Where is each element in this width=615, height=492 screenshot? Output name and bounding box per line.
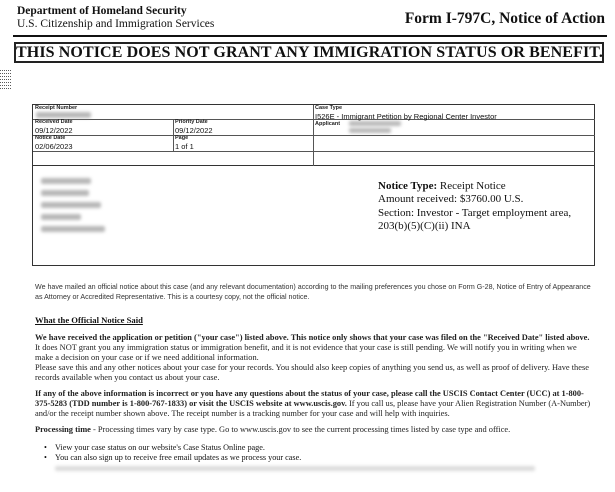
priority-date-cell xyxy=(173,119,313,135)
case-info-grid xyxy=(32,104,595,166)
redacted-address-line xyxy=(41,214,81,220)
save-records-paragraph: Please save this and any other notices about your case for your records. You should also keep copies of anything you send us, as well as proof of delivery. Have these records available when you contact us about your case. xyxy=(35,363,589,382)
receipt-paragraph-bold: We have received the application or petition ("your case") listed above. This notice only shows that your case was filed on the "Received Date" listed above. xyxy=(35,333,590,342)
receipt-paragraph xyxy=(35,333,591,363)
page-label: Page xyxy=(175,135,189,141)
processing-time-label: Processing time xyxy=(35,425,91,434)
list-item: • View your case status on our website's Case Status Online page. xyxy=(55,443,265,453)
notice-date-cell xyxy=(33,135,173,151)
notice-date-label: Notice Date xyxy=(35,135,66,141)
redacted-applicant-name xyxy=(349,128,391,133)
section-line-1: Section: Investor - Target employment area, xyxy=(378,206,572,219)
receipt-paragraph-rest: It does NOT grant you any immigration status or immigration benefit, and it is not evidence that your case is still pending. We will notify you in writing when we make a decision on your case or if we need additional information. xyxy=(35,343,577,362)
notice-type-label: Notice Type: xyxy=(378,180,438,192)
receipt-number-cell xyxy=(33,105,313,119)
receipt-number-label: Receipt Number xyxy=(35,105,78,111)
notice-type-value: Receipt Notice xyxy=(439,180,506,192)
applicant-label: Applicant xyxy=(315,121,341,127)
priority-date-value: 09/12/2022 xyxy=(175,126,213,135)
page-cell xyxy=(173,135,313,151)
processing-time-paragraph xyxy=(35,425,591,435)
header-rule xyxy=(13,35,607,37)
notice-summary xyxy=(378,180,571,234)
official-notice-heading: What the Official Notice Said xyxy=(35,315,143,325)
case-type-cell xyxy=(313,105,595,119)
contact-paragraph-bold: If any of the above information is incorrect or you have any questions about the status of your case, please call the USCIS Contact Center (UCC) at 1-800-375-5283 (TDD number is 1-800-767-1833) or visit the USCIS website at www.uscis.gov. xyxy=(35,389,584,408)
priority-date-label: Priority Date xyxy=(175,119,208,125)
department-name: Department of Homeland Security xyxy=(17,5,187,17)
applicant-cell xyxy=(313,119,595,135)
section-line-2: 203(b)(5)(C)(ii) INA xyxy=(378,220,471,233)
notice-date-value: 02/06/2023 xyxy=(35,142,73,151)
case-type-value: I526E - Immigrant Petition by Regional Center Investor xyxy=(315,112,497,121)
redacted-address-line xyxy=(41,190,89,196)
contact-paragraph-rest: If you call us, please have your Alien Registration Number (A-Number) and/or the receipt number shown above. The receipt number is a tracking number for your case and will help with inquiries. xyxy=(35,399,591,418)
case-type-label: Case Type xyxy=(315,105,343,111)
redacted-applicant-id xyxy=(349,121,401,126)
received-date-label: Received Date xyxy=(35,119,73,125)
courtesy-copy-paragraph: We have mailed an official notice about this case (and any relevant documentation) according to the mailing preferences you chose on Form G-28, Notice of Entry of Appearance as Attorney or Accredited Representative. This is a courtesy copy, not the official notice. xyxy=(35,283,591,301)
barcode-icon xyxy=(0,70,11,89)
amount-received: Amount received: $3760.00 U.S. xyxy=(378,193,524,206)
list-item: • You can also sign up to receive free email updates as we process your case. xyxy=(55,453,301,463)
processing-time-text: - Processing times vary by case type. Go to www.uscis.gov to see the current processing times listed by case type and office. xyxy=(90,425,511,434)
contact-paragraph xyxy=(35,389,591,419)
form-title: Form I-797C, Notice of Action xyxy=(404,10,605,27)
received-date-value: 09/12/2022 xyxy=(35,126,73,135)
redacted-address-line xyxy=(41,202,101,208)
redacted-receipt-number xyxy=(36,112,91,118)
warning-banner: THIS NOTICE DOES NOT GRANT ANY IMMIGRATION STATUS OR BENEFIT. xyxy=(16,44,603,61)
redacted-address-line xyxy=(41,178,91,184)
agency-name: U.S. Citizenship and Immigration Services xyxy=(17,18,215,30)
page-value: 1 of 1 xyxy=(175,142,194,151)
cropped-text-line xyxy=(55,466,535,471)
received-date-cell xyxy=(33,119,173,135)
redacted-address-line xyxy=(41,226,105,232)
grid-divider xyxy=(33,151,595,152)
